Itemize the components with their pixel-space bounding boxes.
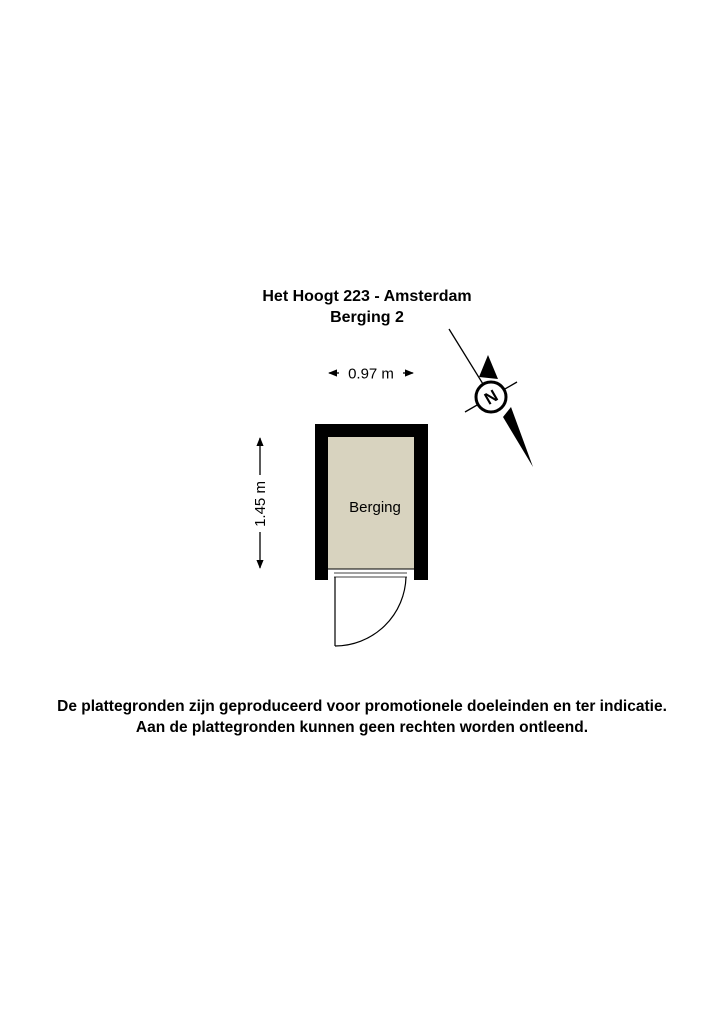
disclaimer-line-2: Aan de plattegronden kunnen geen rechten worden ontleend. <box>135 719 589 736</box>
width-dimension-label: 0.97 m <box>348 365 394 383</box>
room-label: Berging <box>349 499 401 516</box>
door-swing-arc <box>335 577 406 646</box>
width-dimension <box>329 366 413 383</box>
page-title: Het Hoogt 223 - Amsterdam <box>262 288 472 305</box>
disclaimer-line-1: De plattegronden zijn geproduceerd voor promotionele doeleinden en ter indicatie. <box>57 698 667 715</box>
compass-north-letter: N <box>481 386 502 409</box>
compass-north-tip <box>479 355 498 379</box>
door-opening <box>328 569 414 581</box>
compass-south-tip <box>503 407 533 467</box>
north-arrow-icon <box>449 329 533 467</box>
page-subtitle: Berging 2 <box>330 309 404 326</box>
disclaimer <box>0 696 724 738</box>
height-dimension <box>252 438 269 568</box>
door-swing <box>335 577 406 646</box>
height-dimension-label: 1.45 m <box>252 481 269 527</box>
storage-room <box>315 424 428 581</box>
